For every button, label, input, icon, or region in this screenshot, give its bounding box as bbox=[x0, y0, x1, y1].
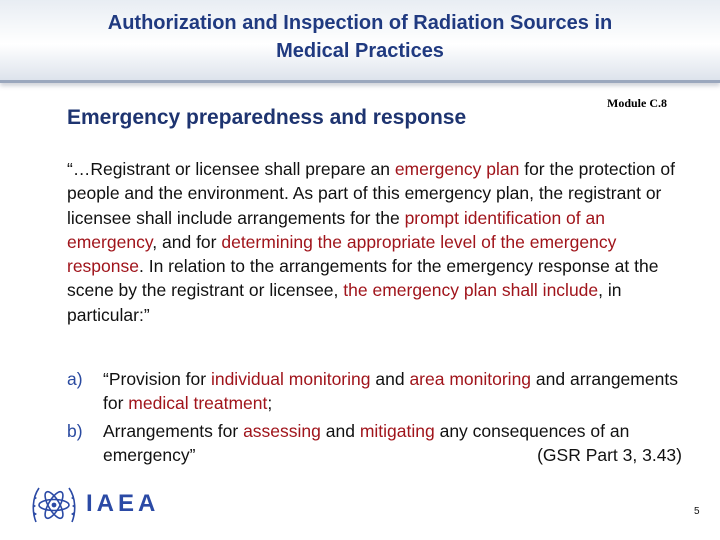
slide-title bbox=[0, 9, 720, 65]
page-number: 5 bbox=[694, 506, 700, 517]
citation: (GSR Part 3, 3.43) bbox=[537, 444, 682, 465]
list-item-a bbox=[67, 367, 697, 416]
list-text: any consequences of an emergency” bbox=[103, 420, 630, 465]
header-banner bbox=[0, 0, 720, 83]
list-highlight: assessing bbox=[243, 420, 321, 441]
list-highlight: medical treatment bbox=[128, 393, 268, 414]
quote-highlight: prompt identification of an emergency bbox=[67, 207, 605, 252]
list-text: and arrangements for bbox=[103, 369, 678, 414]
quote-text: . In relation to the arrangements for the emergency response at the scene by the registrant or licensee, bbox=[67, 256, 659, 301]
quote-text: for the protection of people and the environment. As part of this emergency plan, the registrant or licensee shall include arrangements for the bbox=[67, 159, 675, 228]
list-text: and bbox=[320, 420, 360, 441]
list-item-b bbox=[67, 419, 697, 468]
list-marker: a) bbox=[67, 369, 83, 389]
quote-text: “…Registrant or licensee shall prepare an bbox=[67, 159, 395, 179]
atom-emblem-icon bbox=[30, 482, 78, 528]
list-highlight: area monitoring bbox=[409, 369, 532, 389]
list-text: “Provision for bbox=[103, 369, 211, 389]
quote-highlight: the emergency plan shall include bbox=[343, 280, 599, 301]
section-title: Emergency preparedness and response bbox=[67, 106, 467, 129]
provision-list bbox=[67, 367, 697, 470]
quote-highlight: determining the appropriate level of the emergency response bbox=[67, 231, 617, 277]
slide-title-line2: Medical Practices bbox=[276, 40, 444, 62]
list-highlight: mitigating bbox=[359, 420, 435, 441]
quote-text: , and for bbox=[152, 231, 222, 252]
slide-title-line1: Authorization and Inspection of Radiation Sources in bbox=[107, 12, 613, 34]
list-highlight: individual monitoring bbox=[210, 369, 371, 389]
list-text: and bbox=[370, 369, 410, 389]
iaea-logo bbox=[30, 482, 160, 528]
module-label: Module C.8 bbox=[607, 96, 667, 110]
list-text: Arrangements for bbox=[103, 420, 244, 441]
list-text: ; bbox=[267, 393, 273, 414]
quote-text: , in particular:” bbox=[67, 280, 622, 325]
logo-text: IAEA bbox=[86, 490, 160, 517]
quote-paragraph bbox=[67, 157, 687, 327]
list-marker: b) bbox=[67, 420, 83, 441]
quote-highlight: emergency plan bbox=[394, 159, 520, 179]
